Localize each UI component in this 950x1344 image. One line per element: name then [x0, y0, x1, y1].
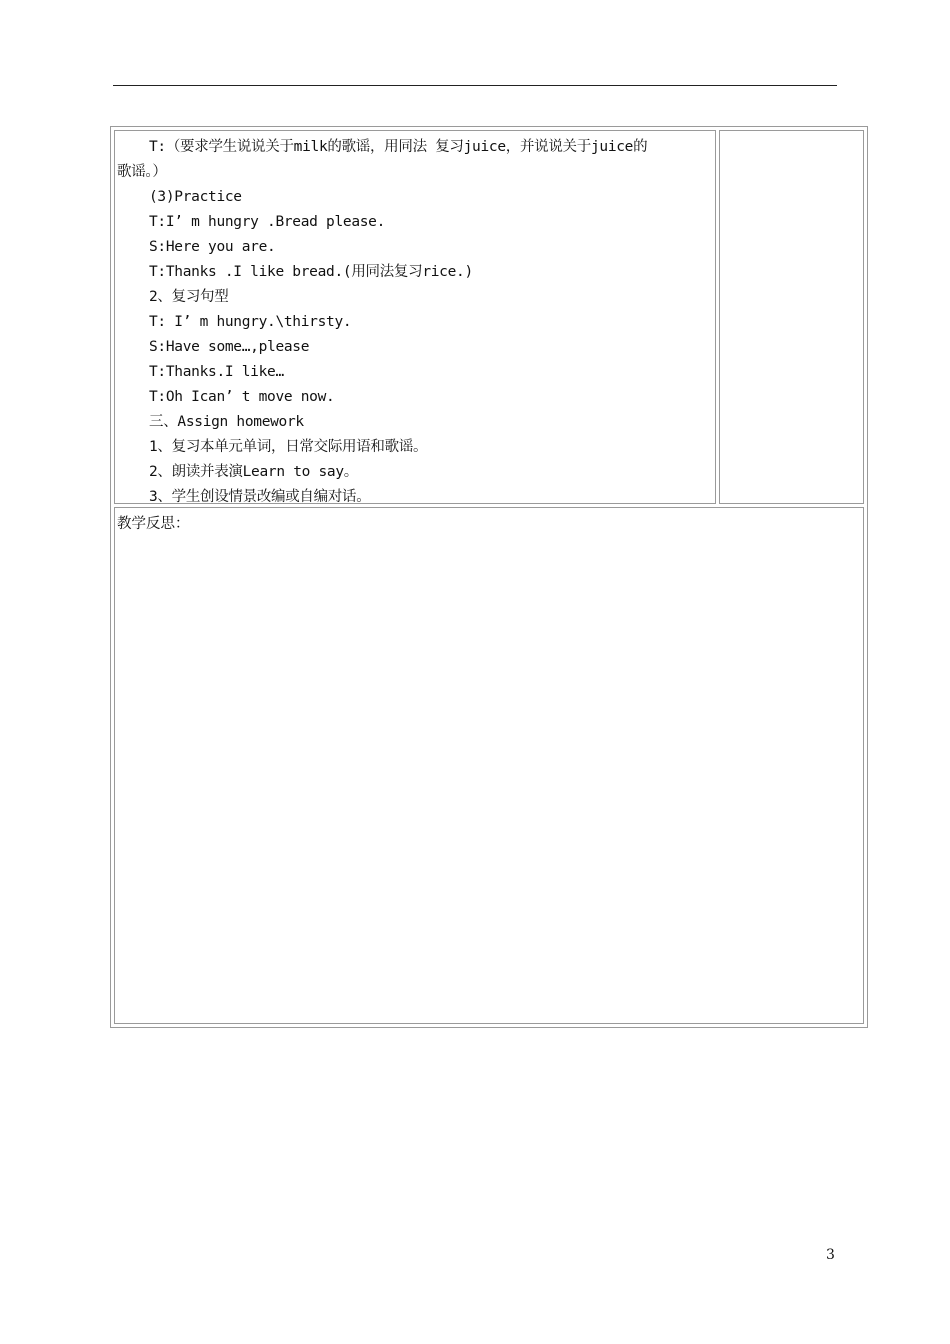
lesson-line: S:Here you are.: [149, 239, 276, 255]
lesson-line: 2、复习句型: [149, 289, 229, 305]
lesson-line: T:（要求学生说说关于milk的歌谣，用同法 复习juice，并说说关于juice的: [149, 139, 648, 155]
notes-cell: [719, 130, 864, 504]
lesson-table: [110, 126, 868, 1028]
lesson-line: T:Thanks .I like bread.(用同法复习rice.): [149, 264, 473, 280]
lesson-line: 三、Assign homework: [149, 414, 304, 430]
lesson-line: (3)Practice: [149, 189, 242, 205]
reflection-label: 教学反思：: [117, 516, 190, 532]
header-rule: [113, 85, 837, 86]
lesson-line: T: I’ m hungry.\thirsty.: [149, 314, 352, 330]
lesson-line: 歌谣。）: [117, 164, 167, 180]
lesson-line: T:Oh Ican’ t move now.: [149, 389, 335, 405]
lesson-line: 2、朗读并表演Learn to say。: [149, 464, 358, 480]
lesson-line: T:I’ m hungry .Bread please.: [149, 214, 386, 230]
lesson-lines: [117, 135, 647, 510]
lesson-content-cell: [114, 130, 716, 504]
lesson-line: 3、学生创设情景改编或自编对话。: [149, 489, 371, 505]
lesson-line: S:Have some…,please: [149, 339, 310, 355]
lesson-line: T:Thanks.I like…: [149, 364, 284, 380]
page-number: 3: [826, 1247, 835, 1263]
lesson-line: 1、复习本单元单词，日常交际用语和歌谣。: [149, 439, 428, 455]
reflection-cell: [114, 507, 864, 1024]
